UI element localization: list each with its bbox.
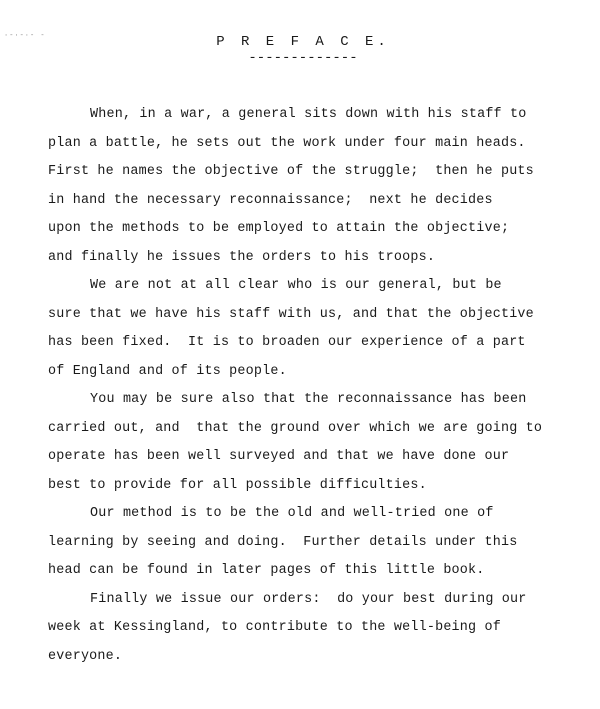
text-line: plan a battle, he sets out the work under four main heads.	[48, 135, 526, 151]
text-line: carried out, and that the ground over which we are going to	[48, 420, 543, 436]
text-line: operate has been well surveyed and that we have done our	[48, 449, 510, 464]
paragraph	[48, 272, 588, 386]
title-underline: -------------	[248, 50, 358, 66]
stray-mark: ·-·-·- -	[4, 32, 46, 40]
text-line: Finally we issue our orders: do your best during our	[90, 591, 527, 607]
paragraph	[48, 586, 588, 672]
paragraph	[48, 101, 588, 272]
text-line: of England and of its people.	[48, 363, 287, 379]
text-line: has been fixed. It is to broaden our experience of a part	[48, 335, 526, 350]
paragraph	[48, 386, 588, 500]
preface-body	[48, 101, 588, 671]
page-title: P R E F A C E.	[216, 34, 390, 50]
paragraph	[48, 500, 588, 586]
text-line: You may be sure also that the reconnaissance has been	[90, 392, 527, 407]
text-line: upon the methods to be employed to attain the objective;	[48, 221, 510, 236]
text-line: week at Kessingland, to contribute to the well-being of	[48, 620, 501, 635]
text-line: learning by seeing and doing. Further details under this	[48, 534, 518, 550]
text-line: When, in a war, a general sits down with his staff to	[90, 107, 527, 122]
text-line: We are not at all clear who is our general, but be	[90, 278, 502, 293]
text-line: and finally he issues the orders to his troops.	[48, 249, 436, 265]
text-line: in hand the necessary reconnaissance; next he decides	[48, 192, 493, 208]
text-line: Our method is to be the old and well-tried one of	[90, 506, 494, 521]
text-line: sure that we have his staff with us, and that the objective	[48, 306, 534, 322]
text-line: head can be found in later pages of this little book.	[48, 563, 485, 578]
text-line: best to provide for all possible difficulties.	[48, 477, 427, 493]
text-line: First he names the objective of the struggle; then he puts	[48, 164, 534, 179]
text-line: everyone.	[48, 648, 123, 664]
